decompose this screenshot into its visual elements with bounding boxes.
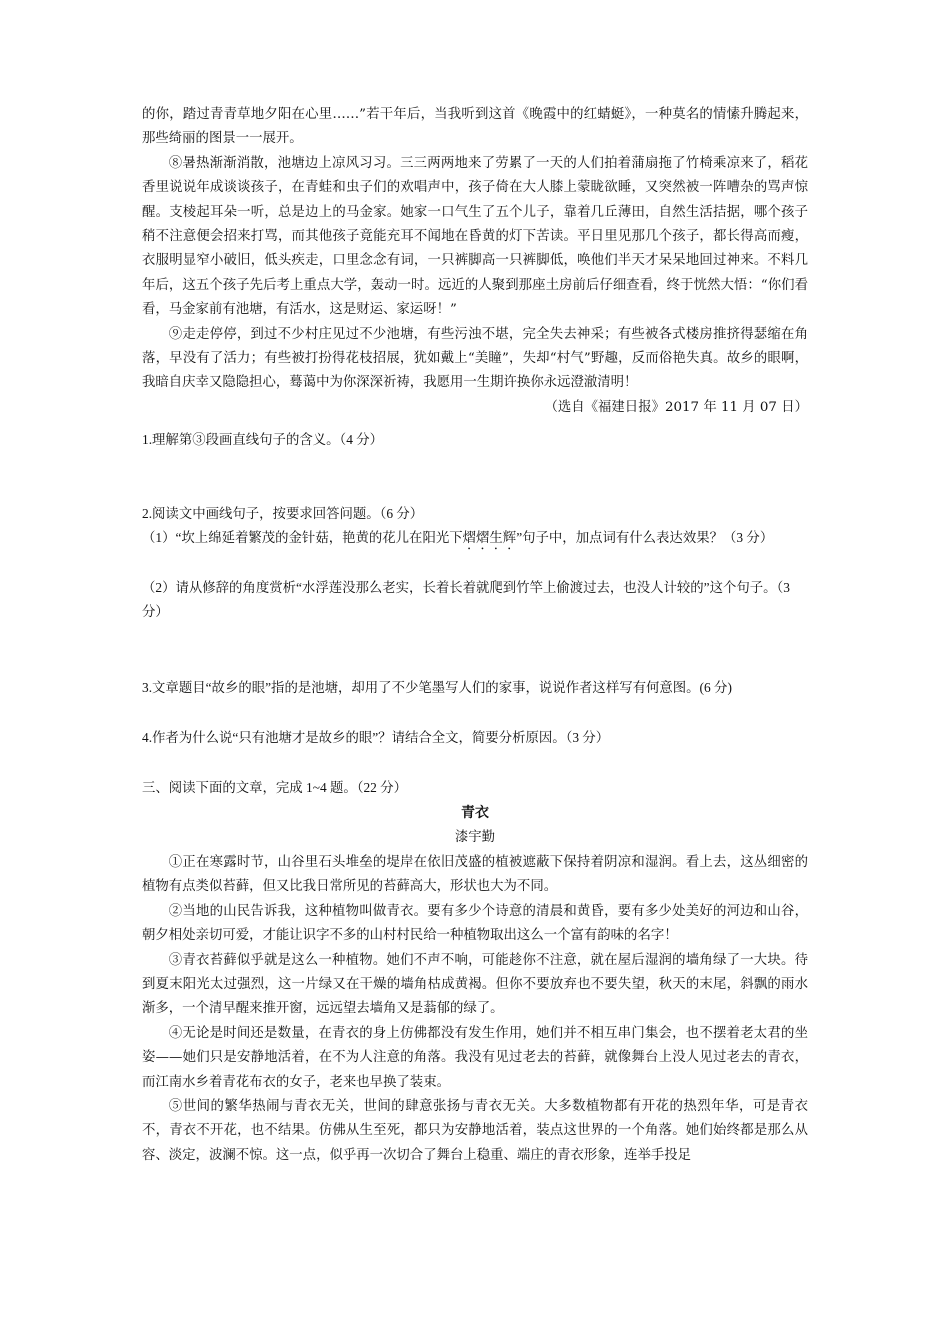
passage-1 xyxy=(142,103,808,420)
article-author: 漆宇勤 xyxy=(454,830,496,845)
question-2-part-2: （2）请从修辞的角度赏析“水浮莲没那么老实，长着长着就爬到竹竿上偷渡过去，也没人计较的”这个句子。（3 分） xyxy=(142,580,790,620)
q2-1-text-start: （1）“坎上绵延着繁茂的金针菇，艳黄的花儿在阳光下 xyxy=(142,530,463,545)
q2-1-text-end: ”句子中，加点词有什么表达效果？（3 分） xyxy=(516,530,774,545)
paragraph-continued: 的你，踏过青青草地夕阳在心里……”若干年后，当我听到这首《晚霞中的红蜻蜓》，一种莫名的情愫升腾起来，那些绮丽的图景一一展开。 xyxy=(142,107,808,147)
question-2: 2.阅读文中画线句子，按要求回答问题。（6 分） xyxy=(142,506,424,521)
paragraph-9: ⑨走走停停，到过不少村庄见过不少池塘，有些污浊不堪，完全失去神采；有些被各式楼房推挤得瑟缩在角落，早没有了活力；有些被打扮得花枝招展，犹如戴上“美瞳”，失却“村气”野趣，反而俗艳失真。故乡的眼啊，我暗自庆幸又隐隐担心，蓦蔼中为你深深祈祷，我愿用一生期许换你永远澄澈清明！ xyxy=(142,326,808,391)
article-title: 青衣 xyxy=(461,805,489,821)
paragraph-2: ②当地的山民告诉我，这种植物叫做青衣。要有多少个诗意的清晨和黄昏，要有多少处美好的河边和山谷，朝夕相处亲切可爱，才能让识字不多的山村村民给一种植物取出这么一个富有韵味的名字！ xyxy=(142,903,808,944)
question-4: 4.作者为什么说“只有池塘才是故乡的眼”？请结合全文，简要分析原因。（3 分） xyxy=(142,730,610,745)
section-3-heading: 三、阅读下面的文章，完成 1~4 题。（22 分） xyxy=(142,780,408,795)
paragraph-3: ③青衣苔藓似乎就是这么一种植物。她们不声不响，可能趁你不注意，就在屋后湿润的墙角绿了一大块。待到夏末阳光太过强烈，这一片绿又在干燥的墙角枯成黄褐。但你不要放弃也不要失望，秋天的末尾，斜飘的雨水渐多，一个清早醒来推开窗，远远望去墙角又是蓊郁的绿了。 xyxy=(142,952,808,1017)
dotted-words: 熠熠生辉 xyxy=(462,530,517,545)
paragraph-4: ④无论是时间还是数量，在青衣的身上仿佛都没有发生作用，她们并不相互串门集会，也不摆着老太君的坐姿——她们只是安静地活着，在不为人注意的角落。我没有见过老去的苔藓，就像舞台上没人见过老去的青衣，而江南水乡着青花布衣的女子，老来也早换了装束。 xyxy=(142,1025,808,1090)
question-3: 3.文章题目“故乡的眼”指的是池塘，却用了不少笔墨写人们的家事，说说作者这样写有何意图。(6 分) xyxy=(142,680,732,695)
passage-2 xyxy=(142,851,808,1168)
source-citation: （选自《福建日报》2017 年 11 月 07 日） xyxy=(544,399,808,415)
paragraph-5: ⑤世间的繁华热闹与青衣无关，世间的肆意张扬与青衣无关。大多数植物都有开花的热烈年华，可是青衣不，青衣不开花，也不结果。仿佛从生至死，都只为安静地活着，装点这世界的一个角落。她们始终都是那么从容、淡定，波澜不惊。这一点，似乎再一次切合了舞台上稳重、端庄的青衣形象，连举手投足 xyxy=(142,1099,808,1163)
paragraph-8: ⑧暑热渐渐消散，池塘边上凉风习习。三三两两地来了劳累了一天的人们拍着蒲扇拖了竹椅乘凉来了，稻花香里说说年成谈谈孩子，在青蛙和虫子们的欢唱声中，孩子倚在大人膝上蒙眬欲睡，又突然被一阵嘈杂的骂声惊醒。支棱起耳朵一听，总是边上的马金家。她家一口气生了五个儿子，靠着几丘薄田，自然生活拮据，哪个孩子稍不注意便会招来打骂，而其他孩子竟能充耳不闻地在昏黄的灯下苦读。平日里见那几个孩子，都长得高而瘦，衣服明显窄小破旧，低头疾走，口里念念有词，一只裤脚高一只裤脚低，唤他们半天才呆呆地回过神来。不料几年后，这五个孩子先后考上重点大学，轰动一时。远近的人聚到那座土房前后仔细查看，终于恍然大悟：“你们看看，马金家前有池塘，有活水，这是财运、家运呀！” xyxy=(142,155,808,318)
question-1: 1.理解第③段画直线句子的含义。（4 分） xyxy=(142,432,384,447)
paragraph-1: ①正在寒露时节，山谷里石头堆垒的堤岸在依旧茂盛的植被遮蔽下保持着阴凉和湿润。看上去，这丛细密的植物有点类似苔藓，但又比我日常所见的苔藓高大，形状也大为不同。 xyxy=(142,855,808,895)
question-2-part-1 xyxy=(142,526,808,553)
